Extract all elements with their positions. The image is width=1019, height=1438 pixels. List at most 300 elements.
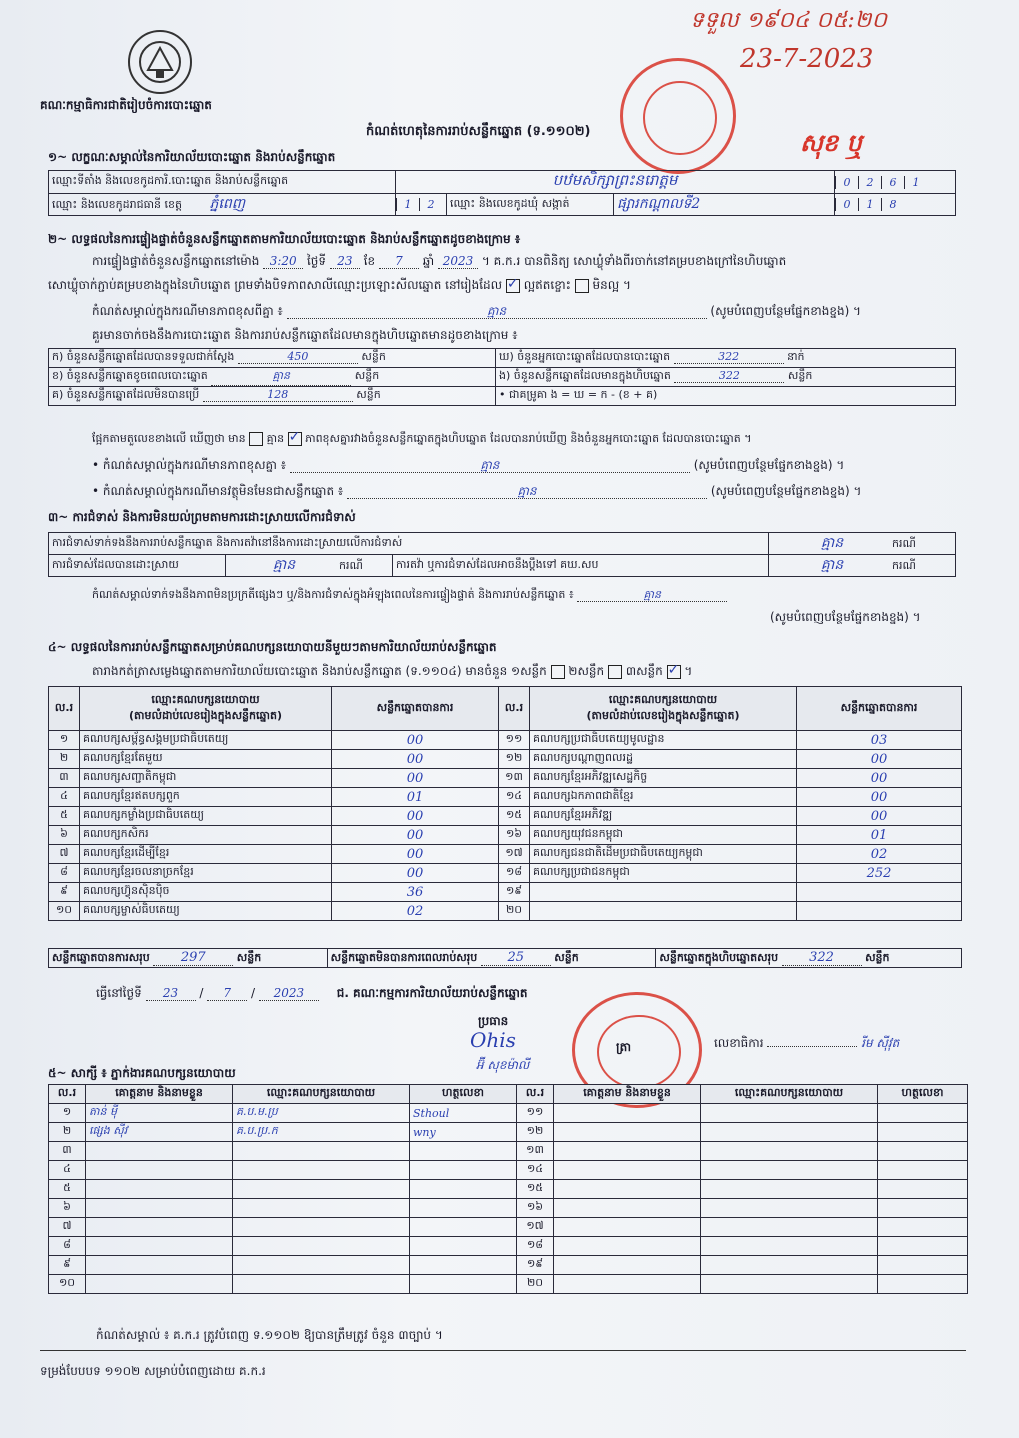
total-valid-cell bbox=[49, 949, 328, 968]
day-label: ថ្ងៃទី bbox=[307, 254, 327, 268]
check-year: 2023 bbox=[438, 254, 478, 269]
location-code bbox=[835, 171, 956, 194]
witness-row bbox=[49, 1142, 968, 1161]
party-name: គណបក្សខ្មែរឥតបក្សពួក bbox=[80, 788, 332, 807]
witness-party bbox=[701, 1237, 878, 1256]
party-no: ១៩ bbox=[499, 883, 530, 902]
witness-no: ១៧ bbox=[517, 1218, 554, 1237]
fill-hint: (សូមបំពេញបន្ថែមផ្នែកខាងខ្នង) ។ bbox=[710, 484, 862, 498]
seal-line: សោឃ្លុំចាក់ភ្ជាប់គម្របខាងក្នុងនៃហិបឆ្នោត ព្រមទាំងបិទភាពសាលីឈ្មោះប្រឡោះសីលឆ្នោត នៅរៀងដែល ✓ ល្អឥតខ្ចោះ មិនល្អ ។ bbox=[48, 278, 631, 293]
col-party-title: ឈ្មោះគណបក្សនយោបាយ bbox=[151, 692, 260, 706]
party-name: គណបក្សជនជាតិដើមប្រជាធិបតេយ្យកម្ពុជា bbox=[530, 845, 797, 864]
objection-table bbox=[48, 532, 956, 577]
witness-name bbox=[554, 1161, 701, 1180]
total-box-cell bbox=[656, 949, 962, 968]
witness-name bbox=[554, 1237, 701, 1256]
sheets-line: តារាងកត់ត្រាសម្លេងឆ្នោតតាមការិយាល័យបោះឆ្នោត និងរាប់សន្លឹកឆ្នោត (ទ.១១០៤) មានចំនួន ១សន្លឹក ២សន្លឹក ៣សន្លឹក ✓ ។ bbox=[92, 664, 692, 679]
col-sign: ហត្ថលេខា bbox=[410, 1085, 517, 1104]
footer-divider bbox=[40, 1350, 966, 1351]
received-label: ក) ចំនួនសន្លឹកឆ្នោតដែលបានទទួលជាក់ស្ដែង bbox=[52, 350, 235, 363]
unit-label: សន្លឹក bbox=[787, 369, 813, 382]
party-no: ១៣ bbox=[499, 769, 530, 788]
witness-name bbox=[554, 1199, 701, 1218]
voters-label: ឃ) ចំនួនអ្នកបោះឆ្នោតដែលបានបោះឆ្នោត bbox=[499, 350, 671, 363]
two-sheets-label: ២សន្លឹក bbox=[568, 664, 605, 678]
witness-signature bbox=[878, 1199, 968, 1218]
witness-name bbox=[554, 1142, 701, 1161]
witness-no: ៣ bbox=[49, 1142, 86, 1161]
witness-signature bbox=[410, 1256, 517, 1275]
appeal-value: គ្មាន bbox=[820, 557, 844, 573]
resolved-label: ការជំទាស់ដែលបានដោះស្រាយ bbox=[49, 555, 226, 577]
party-votes bbox=[797, 902, 962, 921]
bad-checkbox[interactable] bbox=[575, 279, 589, 293]
party-votes: 00 bbox=[332, 807, 499, 826]
bullet-objects-label: កំណត់សម្គាល់ក្នុងករណីមានវត្ថុមិនមែនជាសន្លឹកឆ្នោត ៖ bbox=[102, 484, 344, 498]
witness-no: ៨ bbox=[49, 1237, 86, 1256]
voters-unit: នាក់ bbox=[787, 350, 805, 363]
party-no: ១៦ bbox=[499, 826, 530, 845]
witness-row bbox=[49, 1180, 968, 1199]
in-box-row bbox=[496, 368, 956, 387]
witness-name bbox=[86, 1237, 233, 1256]
red-seal-top bbox=[620, 58, 736, 174]
check-day: 23 bbox=[330, 254, 360, 269]
unit-label: សន្លឹក bbox=[236, 950, 262, 964]
party-row bbox=[49, 902, 962, 921]
witness-name bbox=[554, 1275, 701, 1294]
handwritten-red-note: សុខ ឬ bbox=[800, 128, 862, 157]
section5-heading: ៥~ សាក្សី ៖ ភ្នាក់ងារគណបក្សនយោបាយ bbox=[48, 1066, 236, 1080]
good-label: ល្អឥតខ្ចោះ bbox=[523, 278, 571, 292]
difference-check-tail: ភាពខុសគ្នារវាងចំនួនសន្លឹកឆ្នោតក្នុងហិបឆ្នោត ដែលបានរាប់ឃើញ និងចំនួនអ្នកបោះឆ្នោត ដែលបានបោះឆ្នោត ។ bbox=[305, 432, 752, 445]
party-no: ១ bbox=[49, 731, 80, 750]
difference-check-label: ផ្អែកតាមតួលេខខាងលើ ឃើញថា មាន bbox=[92, 432, 246, 445]
code-digit: 1 bbox=[904, 176, 927, 189]
party-votes: 00 bbox=[797, 750, 962, 769]
section2-heading: ២~ លទ្ធផលនៃការផ្ទៀងផ្ទាត់ចំនួនសន្លឹកឆ្នោតតាមការិយាល័យបោះឆ្នោត និងរាប់សន្លឹកឆ្នោតដូចខាងក្រោម ៖ bbox=[48, 232, 521, 246]
witness-signature bbox=[878, 1161, 968, 1180]
org-name: គណៈកម្មាធិការជាតិរៀបចំការបោះឆ្នោត bbox=[40, 98, 212, 112]
committee-label: ជ. គណៈកម្មការការិយាល័យរាប់សន្លឹកឆ្នោត bbox=[336, 986, 528, 1000]
numbers-intro: គួរមានចាក់ចងនឹងការបោះឆ្នោត និងការរាប់សន្លឹកឆ្នោតដែលមានក្នុងហិបឆ្នោតមានដូចខាងក្រោម ៖ bbox=[92, 328, 518, 342]
secretary-name: រីម ស៊ីវុត bbox=[861, 1036, 900, 1050]
witness-no: ៤ bbox=[49, 1161, 86, 1180]
form-title: កំណត់ហេតុនៃការរាប់សន្លឹកឆ្នោត (ទ.១១០២) bbox=[366, 124, 591, 139]
witness-no: ១២ bbox=[517, 1123, 554, 1142]
party-name: គណបក្សខ្មែរតែមួយ bbox=[80, 750, 332, 769]
check-time: 3:20 bbox=[263, 254, 303, 269]
witness-party bbox=[701, 1180, 878, 1199]
party-row bbox=[49, 769, 962, 788]
party-name: គណបក្សយុវជនកម្ពុជា bbox=[530, 826, 797, 845]
witness-party bbox=[233, 1180, 410, 1199]
unused-row bbox=[49, 387, 496, 406]
in-box-label: ង) ចំនួនសន្លឹកឆ្នោតដែលមានក្នុងហិបឆ្នោត bbox=[499, 369, 671, 382]
difference-note-line bbox=[92, 304, 861, 319]
irregularity-note bbox=[92, 588, 727, 602]
party-votes: 00 bbox=[797, 769, 962, 788]
party-row bbox=[49, 883, 962, 902]
province-value: ភ្នំពេញ bbox=[209, 196, 246, 212]
witness-signature bbox=[410, 1142, 517, 1161]
no-difference-label: គ្មាន bbox=[266, 432, 285, 445]
party-no: ៤ bbox=[49, 788, 80, 807]
col-no: ល.រ bbox=[49, 687, 80, 731]
party-name: គណបក្សខ្មែរអភិវឌ្ឍ bbox=[530, 807, 797, 826]
unused-value: 128 bbox=[203, 388, 353, 402]
emblem-icon bbox=[128, 30, 192, 94]
chair-signature: Ohis bbox=[470, 1028, 516, 1052]
bullet-objects-value: គ្មាន bbox=[347, 484, 707, 499]
party-row bbox=[49, 788, 962, 807]
party-votes: 252 bbox=[797, 864, 962, 883]
witness-no: ៥ bbox=[49, 1180, 86, 1199]
resolved-value: គ្មាន bbox=[272, 557, 296, 573]
seal-line-text: សោឃ្លុំចាក់ភ្ជាប់គម្របខាងក្នុងនៃហិបឆ្នោត ព្រមទាំងបិទភាពសាលីឈ្មោះប្រឡោះសីលឆ្នោត នៅរៀងដែល bbox=[48, 278, 503, 292]
party-no: ២ bbox=[49, 750, 80, 769]
witness-signature bbox=[410, 1199, 517, 1218]
fill-hint: (សូមបំពេញបន្ថែមផ្នែកខាងខ្នង) ។ bbox=[710, 304, 861, 318]
col-party-title: ឈ្មោះគណបក្សនយោបាយ bbox=[608, 692, 718, 706]
signing-month: 7 bbox=[207, 986, 247, 1001]
bullet-difference-label: កំណត់សម្គាល់ក្នុងករណីមានភាពខុសគ្នា ៖ bbox=[102, 458, 287, 472]
appeal-label: ការតវ៉ា ឬការជំទាស់ដែលអាចនឹងប្ដឹងទៅ គឃ.សប bbox=[393, 555, 769, 577]
witness-no: ១៥ bbox=[517, 1180, 554, 1199]
fill-hint: (សូមបំពេញបន្ថែមផ្នែកខាងខ្នង) ។ bbox=[693, 458, 845, 472]
party-row bbox=[49, 845, 962, 864]
party-row bbox=[49, 826, 962, 845]
party-votes: 03 bbox=[797, 731, 962, 750]
witness-signature bbox=[878, 1180, 968, 1199]
witness-table bbox=[48, 1084, 968, 1294]
witness-name: ផ្សេង ស៊ីវ bbox=[86, 1123, 233, 1142]
witness-no: ២ bbox=[49, 1123, 86, 1142]
province-code bbox=[396, 194, 447, 216]
witness-party bbox=[233, 1237, 410, 1256]
bullet-objects: • កំណត់សម្គាល់ក្នុងករណីមានវត្ថុមិនមែនជាសន្លឹកឆ្នោត ៖ គ្មាន (សូមបំពេញបន្ថែមផ្នែកខាងខ្នង) ។ bbox=[92, 484, 862, 498]
objection-value-cell bbox=[769, 533, 956, 555]
check-time-line bbox=[92, 254, 786, 269]
commune-value: ផ្សារកណ្ដាលទី2 bbox=[614, 194, 835, 216]
witness-name bbox=[554, 1123, 701, 1142]
seal-label: ត្រា bbox=[616, 1040, 631, 1054]
witness-row bbox=[49, 1161, 968, 1180]
witness-party bbox=[701, 1142, 878, 1161]
code-digit: 0 bbox=[835, 198, 858, 211]
col-votes: សន្លឹកឆ្នោតបានការ bbox=[797, 687, 962, 731]
location-label: ឈ្មោះទីតាំង និងលេខកូដការិ.បោះឆ្នោត និងរាប់សន្លឹកឆ្នោត bbox=[49, 171, 396, 194]
witness-name bbox=[86, 1180, 233, 1199]
handwritten-ref: ទទួល ១៩០៤ ០៥:២០ bbox=[690, 8, 888, 33]
col-votes: សន្លឹកឆ្នោតបានការ bbox=[332, 687, 499, 731]
party-no: ១១ bbox=[499, 731, 530, 750]
case-unit: ករណី bbox=[892, 559, 916, 572]
witness-no: ១ bbox=[49, 1104, 86, 1123]
party-no: ១៥ bbox=[499, 807, 530, 826]
commune-code bbox=[835, 194, 956, 216]
party-no: ២០ bbox=[499, 902, 530, 921]
check-time-label: ការផ្ទៀងផ្ទាត់ចំនួនសន្លឹកឆ្នោតនៅម៉ោង bbox=[92, 254, 260, 268]
voters-value: 322 bbox=[674, 350, 784, 364]
witness-name bbox=[554, 1256, 701, 1275]
results-table bbox=[48, 686, 962, 921]
party-name bbox=[530, 902, 797, 921]
difference-note-value: គ្មាន bbox=[287, 304, 707, 319]
section1-heading: ១~ លក្ខណៈសម្គាល់នៃការិយាល័យបោះឆ្នោត និងរាប់សន្លឹកឆ្នោត bbox=[48, 150, 336, 164]
witness-row bbox=[49, 1104, 968, 1123]
signing-day: 23 bbox=[146, 986, 196, 1001]
party-votes: 01 bbox=[332, 788, 499, 807]
party-votes: 36 bbox=[332, 883, 499, 902]
month-label: ខែ bbox=[363, 254, 376, 268]
has-difference-checkbox[interactable] bbox=[249, 432, 263, 446]
code-digit: 1 bbox=[858, 198, 881, 211]
witness-signature bbox=[878, 1123, 968, 1142]
col-no: ល.រ bbox=[499, 687, 530, 731]
witness-row bbox=[49, 1275, 968, 1294]
witness-no: ១១ bbox=[517, 1104, 554, 1123]
unused-label: គ) ចំនួនសន្លឹកឆ្នោតដែលមិនបានប្រើ bbox=[52, 388, 200, 401]
party-name: គណបក្សឯកភាពជាតិខ្មែរ bbox=[530, 788, 797, 807]
signing-date-label: ធ្វើនៅថ្ងៃទី bbox=[96, 986, 142, 1000]
code-digit: 6 bbox=[881, 176, 904, 189]
witness-name bbox=[554, 1218, 701, 1237]
witness-row bbox=[49, 1123, 968, 1142]
witness-signature bbox=[878, 1104, 968, 1123]
party-no: ៦ bbox=[49, 826, 80, 845]
party-name: គណបក្សខ្មែរចលនាច្រកខ្មែរ bbox=[80, 864, 332, 883]
irregularity-note-label: កំណត់សម្គាល់ទាក់ទងនឹងភាពមិនប្រក្រតីផ្សេងៗ ឬ/និងការជំទាស់ក្នុងអំឡុងពេលនៃការផ្ទៀងផ្ទាត់ និងការរាប់សន្លឹកឆ្នោត ៖ bbox=[92, 588, 574, 601]
signing-date-line: ធ្វើនៅថ្ងៃទី 23 / 7 / 2023 ជ. គណៈកម្មការការិយាល័យរាប់សន្លឹកឆ្នោត bbox=[96, 986, 528, 1000]
witness-signature bbox=[878, 1142, 968, 1161]
secretary-line bbox=[714, 1036, 899, 1050]
case-unit: ករណី bbox=[892, 537, 916, 550]
bullet-difference-value: គ្មាន bbox=[290, 458, 690, 473]
difference-check-line bbox=[92, 432, 751, 446]
witness-party bbox=[233, 1142, 410, 1161]
party-name: គណបក្សបណ្ដាញពលរដ្ឋ bbox=[530, 750, 797, 769]
witness-no: ២០ bbox=[517, 1275, 554, 1294]
in-box-value: 322 bbox=[674, 369, 784, 383]
received-row bbox=[49, 349, 496, 368]
witness-party bbox=[233, 1256, 410, 1275]
totals-table bbox=[48, 948, 962, 968]
witness-no: ៦ bbox=[49, 1199, 86, 1218]
party-votes: 02 bbox=[332, 902, 499, 921]
code-digit: 1 bbox=[396, 198, 419, 211]
emblem-graphic bbox=[130, 32, 190, 92]
no-difference-checkbox[interactable] bbox=[288, 432, 302, 446]
total-invalid-cell bbox=[327, 949, 656, 968]
col-party bbox=[80, 687, 332, 731]
case-unit: ករណី bbox=[339, 559, 363, 572]
resolved-value-cell bbox=[226, 555, 393, 577]
code-digit: 8 bbox=[881, 198, 904, 211]
party-no: ៣ bbox=[49, 769, 80, 788]
party-name: គណបក្សខ្មែរដើម្បីខ្មែរ bbox=[80, 845, 332, 864]
party-name: គណបក្សសម្ព័ន្ធសង្គមប្រជាធិបតេយ្យ bbox=[80, 731, 332, 750]
witness-no: ១០ bbox=[49, 1275, 86, 1294]
witness-name: តាន់ ម៉ី bbox=[86, 1104, 233, 1123]
objection-value: គ្មាន bbox=[820, 535, 844, 551]
witness-party bbox=[701, 1199, 878, 1218]
formula-row: • ជាគម្រូគា ង = ឃ = ក - (ខ + គ) bbox=[496, 387, 956, 406]
witness-no: ៧ bbox=[49, 1218, 86, 1237]
signing-year: 2023 bbox=[259, 986, 319, 1001]
witness-party bbox=[233, 1275, 410, 1294]
witness-signature bbox=[878, 1218, 968, 1237]
witness-party bbox=[701, 1123, 878, 1142]
witness-party: គ.ប.ប្រ.ក bbox=[233, 1123, 410, 1142]
witness-name bbox=[86, 1218, 233, 1237]
col-party-sub: (តាមលំដាប់លេខរៀងក្នុងសន្លឹកឆ្នោត) bbox=[586, 708, 740, 722]
party-no: ១៧ bbox=[499, 845, 530, 864]
party-no: ៥ bbox=[49, 807, 80, 826]
party-votes bbox=[797, 883, 962, 902]
objection-label: ការជំទាស់ទាក់ទងនឹងការរាប់សន្លឹកឆ្នោត និងការតវ៉ានៅនឹងការដោះស្រាយលើការជំទាស់ bbox=[49, 533, 769, 555]
two-sheets-checkbox[interactable] bbox=[608, 665, 622, 679]
witness-signature bbox=[410, 1275, 517, 1294]
witness-row bbox=[49, 1256, 968, 1275]
witness-party bbox=[701, 1161, 878, 1180]
party-votes: 02 bbox=[797, 845, 962, 864]
commune-label: ឈ្មោះ និងលេខកូដឃុំ សង្កាត់ bbox=[447, 194, 614, 216]
witness-party bbox=[701, 1104, 878, 1123]
check-time-tail: ។ គ.ក.រ បានពិនិត្យ សោឃ្លុំទាំងពីរចាក់នៅគម្របខាងក្រៅនៃហិបឆ្នោត bbox=[481, 254, 787, 268]
witness-signature: Sthoul bbox=[410, 1104, 517, 1123]
voters-row bbox=[496, 349, 956, 368]
footer-bottom: ទម្រង់បែបបទ ១១០២ សម្រាប់បំពេញដោយ គ.ក.រ bbox=[40, 1364, 266, 1378]
unit-label: សន្លឹក bbox=[554, 950, 579, 964]
party-name: គណបក្សសញ្ជាតិកម្ពុជា bbox=[80, 769, 332, 788]
party-row bbox=[49, 864, 962, 883]
chair-name: អ៊ី សុខម៉ាលី bbox=[476, 1058, 530, 1072]
party-row bbox=[49, 750, 962, 769]
spoiled-label: ខ) ចំនួនសន្លឹកឆ្នោតខូចពេលបោះឆ្នោត bbox=[52, 368, 208, 382]
witness-party bbox=[701, 1256, 878, 1275]
col-no: ល.រ bbox=[49, 1085, 86, 1104]
party-name bbox=[530, 883, 797, 902]
party-votes: 01 bbox=[797, 826, 962, 845]
party-votes: 00 bbox=[332, 845, 499, 864]
party-name: គណបក្សខ្មែរអភិវឌ្ឍសេដ្ឋកិច្ច bbox=[530, 769, 797, 788]
party-name: គណបក្សកសិករ bbox=[80, 826, 332, 845]
party-votes: 00 bbox=[332, 769, 499, 788]
party-name: គណបក្សហ៊្វុនស៊ិនប៉ិច bbox=[80, 883, 332, 902]
col-name: គោត្តនាម និងនាមខ្លួន bbox=[86, 1085, 233, 1104]
party-no: ១០ bbox=[49, 902, 80, 921]
witness-row bbox=[49, 1218, 968, 1237]
three-sheets-checkbox[interactable] bbox=[667, 665, 681, 679]
chair-label: ប្រធាន bbox=[478, 1014, 509, 1028]
witness-name bbox=[554, 1104, 701, 1123]
total-invalid-label: សន្លឹកឆ្នោតមិនបានការពេលរាប់សរុប bbox=[330, 950, 478, 964]
province-label-text: ឈ្មោះ និងលេខកូដរាជធានី ខេត្ត bbox=[52, 198, 182, 211]
check-month: 7 bbox=[379, 254, 419, 269]
col-party-sub: (តាមលំដាប់លេខរៀងក្នុងសន្លឹកឆ្នោត) bbox=[129, 708, 282, 722]
spoiled-row bbox=[49, 368, 496, 387]
unit-label: សន្លឹក bbox=[361, 350, 386, 363]
party-votes: 00 bbox=[332, 731, 499, 750]
witness-party bbox=[701, 1218, 878, 1237]
party-no: ៨ bbox=[49, 864, 80, 883]
party-votes: 00 bbox=[332, 864, 499, 883]
witness-no: ១៨ bbox=[517, 1237, 554, 1256]
party-name: គណបក្សម្ចាស់ធិបតេយ្យ bbox=[80, 902, 332, 921]
secretary-label: លេខាធិការ bbox=[714, 1036, 764, 1050]
one-sheet-checkbox[interactable] bbox=[551, 665, 565, 679]
unit-label: សន្លឹក bbox=[865, 950, 890, 964]
spoiled-value: គ្មាន bbox=[211, 369, 351, 386]
witness-no: ១៦ bbox=[517, 1199, 554, 1218]
sheets-intro: តារាងកត់ត្រាសម្លេងឆ្នោតតាមការិយាល័យបោះឆ្នោត និងរាប់សន្លឹកឆ្នោត (ទ.១១០៤) មានចំនួន ១សន្លឹក bbox=[92, 664, 547, 678]
ballot-count-table bbox=[48, 348, 956, 406]
col-name: គោត្តនាម និងនាមខ្លួន bbox=[554, 1085, 701, 1104]
unit-label: សន្លឹក bbox=[356, 388, 381, 401]
witness-party bbox=[233, 1199, 410, 1218]
party-name: គណបក្សប្រជាធិបតេយ្យមូលដ្ឋាន bbox=[530, 731, 797, 750]
party-no: ១៨ bbox=[499, 864, 530, 883]
witness-name bbox=[86, 1199, 233, 1218]
total-valid-label: សន្លឹកឆ្នោតបានការសរុប bbox=[52, 950, 150, 964]
witness-name bbox=[86, 1142, 233, 1161]
witness-party bbox=[233, 1161, 410, 1180]
party-name: គណបក្សកម្លាំងប្រជាធិបតេយ្យ bbox=[80, 807, 332, 826]
total-box-label: សន្លឹកឆ្នោតក្នុងហិបឆ្នោតសរុប bbox=[659, 950, 779, 964]
witness-party: គ.ប.ម.ប្រ bbox=[233, 1104, 410, 1123]
witness-name bbox=[554, 1180, 701, 1199]
witness-signature bbox=[878, 1256, 968, 1275]
party-no: ៩ bbox=[49, 883, 80, 902]
witness-signature bbox=[410, 1237, 517, 1256]
good-checkbox[interactable] bbox=[506, 279, 520, 293]
witness-party bbox=[233, 1218, 410, 1237]
code-digit: 2 bbox=[419, 198, 442, 211]
witness-signature bbox=[410, 1218, 517, 1237]
total-box: 322 bbox=[782, 950, 862, 966]
col-party: ឈ្មោះគណបក្សនយោបាយ bbox=[233, 1085, 410, 1104]
witness-name bbox=[86, 1275, 233, 1294]
witness-no: ១៤ bbox=[517, 1161, 554, 1180]
section3-fill-hint: (សូមបំពេញបន្ថែមផ្នែកខាងខ្នង) ។ bbox=[770, 610, 921, 624]
bullet-difference: • កំណត់សម្គាល់ក្នុងករណីមានភាពខុសគ្នា ៖ គ្មាន (សូមបំពេញបន្ថែមផ្នែកខាងខ្នង) ។ bbox=[92, 458, 845, 472]
total-invalid: 25 bbox=[481, 950, 551, 966]
difference-note-label: កំណត់សម្គាល់ក្នុងករណីមានភាពខុសពីគ្នា ៖ bbox=[92, 304, 283, 318]
party-name: គណបក្សប្រជាជនកម្ពុជា bbox=[530, 864, 797, 883]
witness-name bbox=[86, 1256, 233, 1275]
section4-heading: ៤~ លទ្ធផលនៃការរាប់សន្លឹកឆ្នោតសម្រាប់គណបក្សនយោបាយនីមួយៗតាមការិយាល័យរាប់សន្លឹកឆ្នោត bbox=[48, 640, 497, 654]
party-row bbox=[49, 731, 962, 750]
col-no: ល.រ bbox=[517, 1085, 554, 1104]
three-sheets-label: ៣សន្លឹក bbox=[625, 664, 663, 678]
witness-party bbox=[701, 1275, 878, 1294]
witness-row bbox=[49, 1199, 968, 1218]
province-label bbox=[49, 194, 396, 216]
code-digit: 0 bbox=[835, 176, 858, 189]
col-sign: ហត្ថលេខា bbox=[878, 1085, 968, 1104]
witness-signature bbox=[878, 1275, 968, 1294]
witness-no: ១៩ bbox=[517, 1256, 554, 1275]
received-value: 450 bbox=[238, 350, 358, 364]
party-no: ៧ bbox=[49, 845, 80, 864]
witness-row bbox=[49, 1237, 968, 1256]
witness-signature bbox=[410, 1180, 517, 1199]
location-value: បឋមសិក្សាព្រះនរោត្តម bbox=[396, 171, 835, 194]
year-label: ឆ្នាំ bbox=[422, 254, 435, 268]
witness-signature: wny bbox=[410, 1123, 517, 1142]
footer-note: កំណត់សម្គាល់ ៖ គ.ក.រ ត្រូវបំពេញ ទ.១១០២ ឱ្យបានត្រឹមត្រូវ ចំនួន ៣ច្បាប់ ។ bbox=[96, 1328, 443, 1342]
